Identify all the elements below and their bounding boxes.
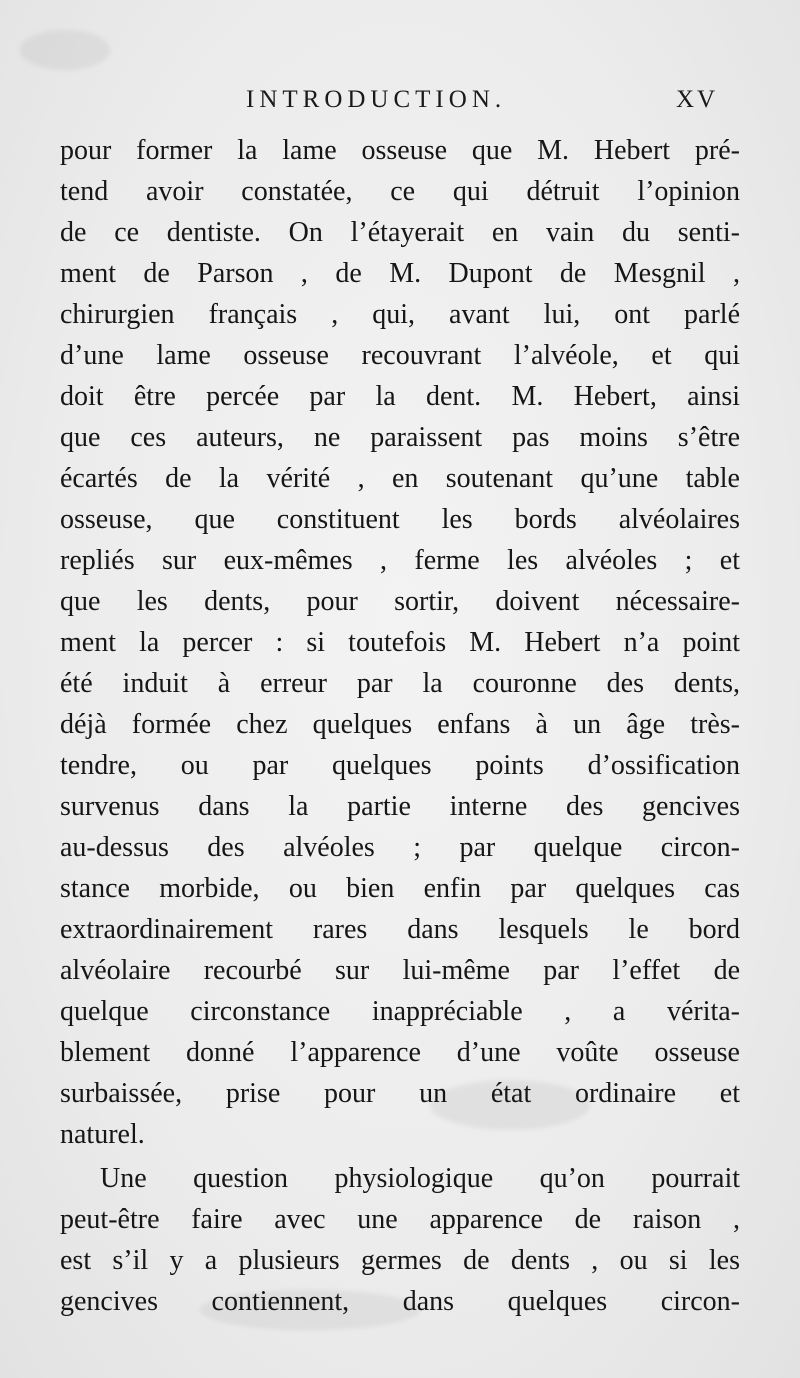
text-line: que ces auteurs, ne paraissent pas moins s’être [60,422,740,453]
page-header [0,82,800,122]
text-line: chirurgien français , qui, avant lui, ont parlé [60,299,740,330]
text-line: peut-être faire avec une apparence de raison , [60,1204,740,1235]
text-line: ment la percer : si toutefois M. Hebert n’a point [60,627,740,658]
text-line: au-dessus des alvéoles ; par quelque circon- [60,832,740,863]
text-line: déjà formée chez quelques enfans à un âge très- [60,709,740,740]
paper-smudge [20,30,110,70]
text-line: alvéolaire recourbé sur lui-même par l’effet de [60,955,740,986]
text-line: surbaissée, prise pour un état ordinaire et [60,1078,740,1109]
text-line: pour former la lame osseuse que M. Hebert pré- [60,135,740,166]
text-line: repliés sur eux-mêmes , ferme les alvéoles ; et [60,545,740,576]
text-line: Une question physiologique qu’on pourrait [100,1163,740,1194]
text-line: survenus dans la partie interne des gencives [60,791,740,822]
text-line: de ce dentiste. On l’étayerait en vain du senti- [60,217,740,248]
text-line: naturel. [60,1119,145,1150]
text-line: tend avoir constatée, ce qui détruit l’opinion [60,176,740,207]
text-line: stance morbide, ou bien enfin par quelques cas [60,873,740,904]
text-line: quelque circonstance inappréciable , a vérita- [60,996,740,1027]
text-line: extraordinairement rares dans lesquels le bord [60,914,740,945]
text-line: écartés de la vérité , en soutenant qu’une table [60,463,740,494]
text-line: osseuse, que constituent les bords alvéolaires [60,504,740,535]
text-line: tendre, ou par quelques points d’ossification [60,750,740,781]
text-line: doit être percée par la dent. M. Hebert, ainsi [60,381,740,412]
text-line: été induit à erreur par la couronne des dents, [60,668,740,699]
text-line: gencives contiennent, dans quelques circon- [60,1286,740,1317]
page-number: XV [676,86,719,113]
text-line: est s’il y a plusieurs germes de dents , ou si les [60,1245,740,1276]
text-line: que les dents, pour sortir, doivent nécessaire- [60,586,740,617]
running-title: INTRODUCTION. [246,86,507,113]
text-line: ment de Parson , de M. Dupont de Mesgnil , [60,258,740,289]
text-line: blement donné l’apparence d’une voûte osseuse [60,1037,740,1068]
text-line: d’une lame osseuse recouvrant l’alvéole, et qui [60,340,740,371]
